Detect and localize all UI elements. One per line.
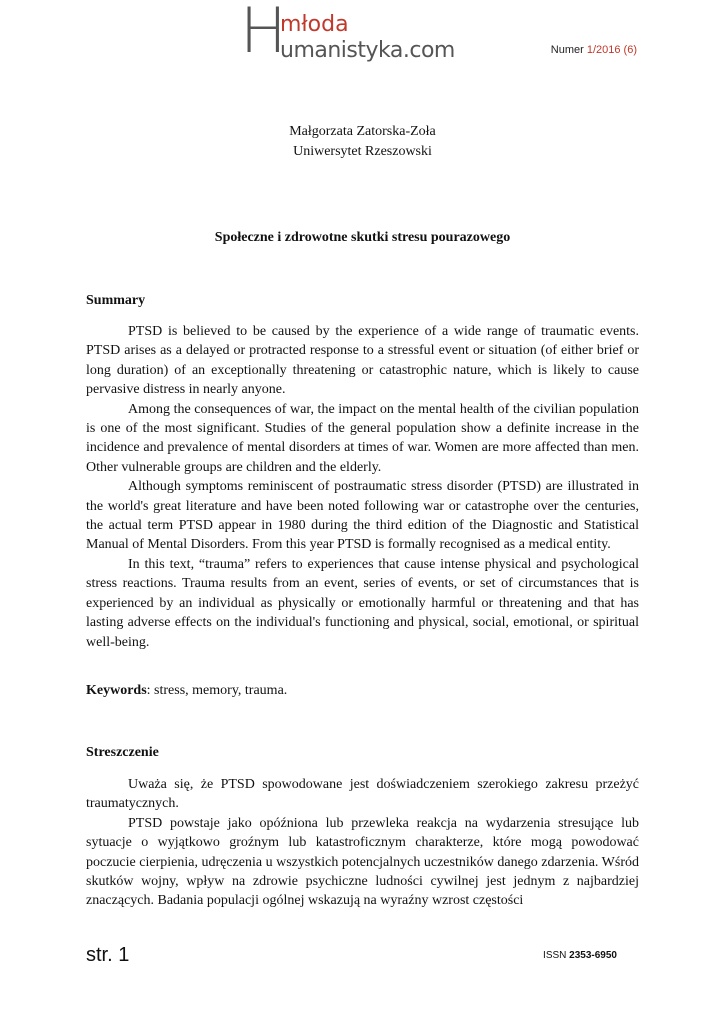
summary-paragraph: Although symptoms reminiscent of postraumatic stress disorder (PTSD) are illustrated in the world's great literature and have been noted following war or catastrophe over the centuries, the actual term PTSD appear in 1980 during the third edition of the Diagnostic and Statistical Manual of Mental Disorders. From this year PTSD is formally recognised as a medical entity. — [86, 479, 639, 553]
logo-letter: H — [240, 0, 287, 67]
author-name: Małgorzata Zatorska-Zoła — [289, 124, 436, 139]
streszczenie-paragraph: PTSD powstaje jako opóźniona lub przewleka reakcja na wydarzenia stresujące lub sytuacje o wyjątkowo groźnym lub katastroficznym charakterze, które mogą powodować poczucie cierpienia, udręczenia u wszystkich potencjalnych uczestników danego zdarzenia. Wśród skutków wojny, wpływ na zdrowie psychiczne ludności cywilnej jest jednym z najbardziej znaczących. Badania populacji ogólnej wskazują na wyraźny wzrost częstości — [86, 815, 639, 909]
logo-top-text: młoda — [280, 12, 349, 37]
issn-number: 2353-6950 — [569, 950, 617, 961]
logo-bottom-text: umanistyka.com — [280, 38, 455, 63]
keywords-value: : stress, memory, trauma. — [146, 683, 288, 698]
summary-heading: Summary — [86, 293, 146, 308]
keywords-label: Keywords — [86, 683, 147, 698]
streszczenie-body — [86, 775, 639, 911]
journal-logo — [240, 0, 470, 76]
issue-value: 1/2016 (6) — [586, 44, 637, 56]
summary-paragraph: In this text, “trauma” refers to experiences that cause intense physical and psychological stress reactions. Trauma results from an event, series of events, or set of circumstances that is experienced by an individual as physically or emotionally harmful or threatening and that has lasting adverse effects on the individual's functioning and physical, social, emotional, or spiritual well-being. — [86, 556, 639, 650]
author-block — [0, 122, 725, 162]
keywords — [86, 683, 287, 699]
issn — [543, 950, 617, 961]
summary-body — [86, 322, 639, 652]
streszczenie-heading: Streszczenie — [86, 745, 159, 760]
summary-paragraph: PTSD is believed to be caused by the experience of a wide range of traumatic events. PTSD arises as a delayed or protracted response to a stressful event or situation (of either brief or long duration) of an exceptionally threatening or catastrophic nature, which is likely to cause pervasive distress in nearly anyone. — [86, 324, 639, 398]
author-affiliation: Uniwersytet Rzeszowski — [293, 144, 432, 159]
issue-label: Numer — [550, 44, 584, 56]
article-title: Społeczne i zdrowotne skutki stresu pourazowego — [214, 230, 511, 245]
page-number: str. 1 — [86, 944, 130, 966]
issue-number — [551, 44, 637, 56]
summary-paragraph: Among the consequences of war, the impact on the mental health of the civilian population is one of the most significant. Studies of the general population show a definite increase in the incidence and prevalence of mental disorders at times of war. Women are more affected than men. Other vulnerable groups are children and the elderly. — [86, 401, 639, 475]
streszczenie-paragraph: Uważa się, że PTSD spowodowane jest doświadczeniem szerokiego zakresu przeżyć traumatycznych. — [86, 777, 639, 812]
issn-label: ISSN — [543, 950, 567, 961]
